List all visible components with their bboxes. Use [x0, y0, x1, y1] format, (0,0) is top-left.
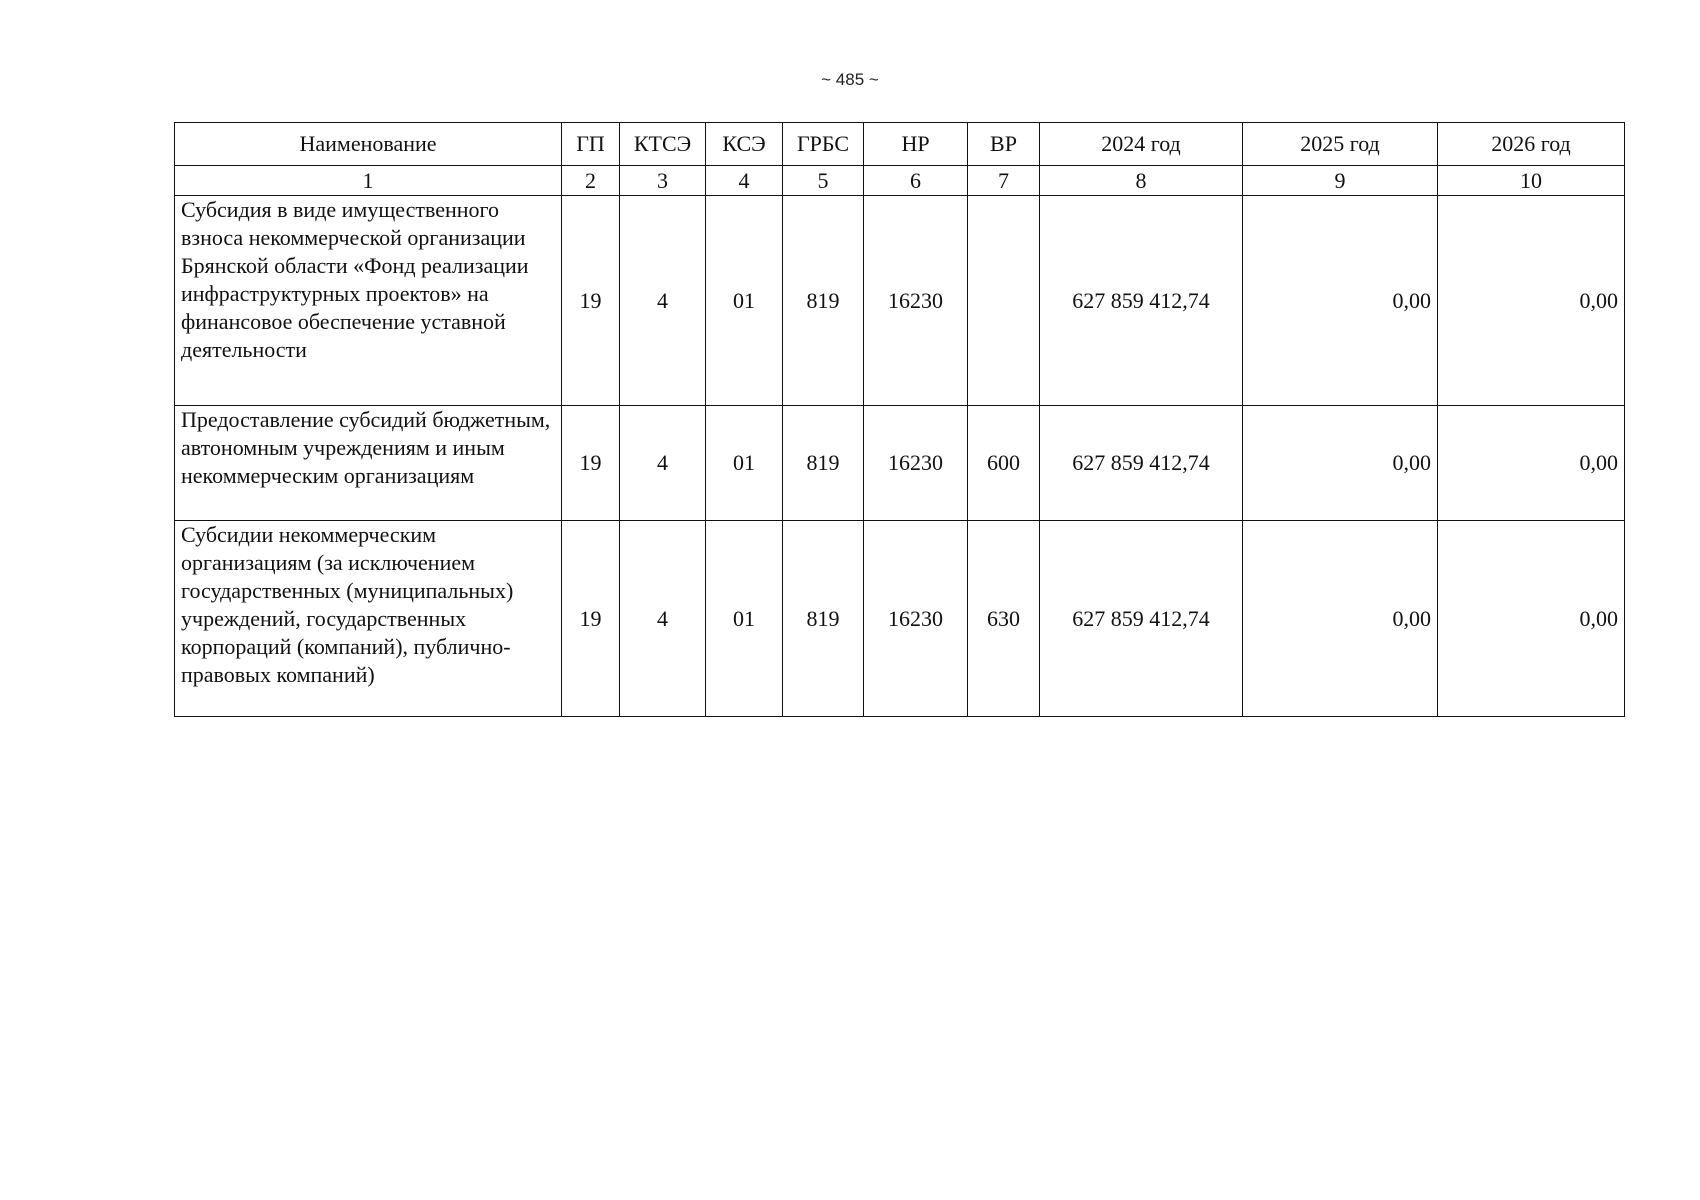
cell-ktse: 4	[620, 196, 706, 406]
cell-grbs: 819	[783, 406, 864, 521]
table-row	[175, 521, 1625, 717]
cell-grbs: 819	[783, 521, 864, 717]
cell-2025: 0,00	[1243, 406, 1438, 521]
header-2025: 2025 год	[1243, 123, 1438, 166]
cell-kse: 01	[706, 196, 783, 406]
column-number-row	[175, 166, 1625, 196]
column-number: 10	[1438, 166, 1625, 196]
header-kse: КСЭ	[706, 123, 783, 166]
cell-2025: 0,00	[1243, 521, 1438, 717]
cell-2026: 0,00	[1438, 521, 1625, 717]
cell-nr: 16230	[864, 521, 968, 717]
column-number: 1	[175, 166, 562, 196]
column-number: 3	[620, 166, 706, 196]
header-nr: НР	[864, 123, 968, 166]
column-number: 8	[1040, 166, 1243, 196]
header-gp: ГП	[562, 123, 620, 166]
cell-2024: 627 859 412,74	[1040, 521, 1243, 717]
column-number: 7	[968, 166, 1040, 196]
cell-kse: 01	[706, 406, 783, 521]
cell-vr: 600	[968, 406, 1040, 521]
cell-2026: 0,00	[1438, 406, 1625, 521]
cell-vr	[968, 196, 1040, 406]
cell-ktse: 4	[620, 521, 706, 717]
row-name: Субсидия в виде имущественного взноса некоммерческой организации Брянской области «Фонд реализации инфраструктурных проектов» на финансовое обеспечение уставной деятельности	[175, 196, 562, 406]
header-grbs: ГРБС	[783, 123, 864, 166]
header-2024: 2024 год	[1040, 123, 1243, 166]
cell-2024: 627 859 412,74	[1040, 196, 1243, 406]
page-number: ~ 485 ~	[821, 70, 879, 89]
row-name: Субсидии некоммерческим организациям (за исключением государственных (муниципальных) учреждений, государственных корпораций (компаний), публично-правовых компаний)	[175, 521, 562, 717]
cell-nr: 16230	[864, 196, 968, 406]
cell-ktse: 4	[620, 406, 706, 521]
cell-gp: 19	[562, 406, 620, 521]
table-row	[175, 196, 1625, 406]
header-ktse: КТСЭ	[620, 123, 706, 166]
cell-nr: 16230	[864, 406, 968, 521]
column-number: 9	[1243, 166, 1438, 196]
header-name: Наименование	[175, 123, 562, 166]
column-number: 5	[783, 166, 864, 196]
cell-gp: 19	[562, 196, 620, 406]
cell-grbs: 819	[783, 196, 864, 406]
table-row	[175, 406, 1625, 521]
cell-2026: 0,00	[1438, 196, 1625, 406]
row-name: Предоставление субсидий бюджетным, автономным учреждениям и иным некоммерческим организациям	[175, 406, 562, 521]
cell-kse: 01	[706, 521, 783, 717]
column-number: 4	[706, 166, 783, 196]
header-row	[175, 123, 1625, 166]
cell-2024: 627 859 412,74	[1040, 406, 1243, 521]
budget-table	[174, 122, 1625, 717]
header-vr: ВР	[968, 123, 1040, 166]
cell-2025: 0,00	[1243, 196, 1438, 406]
column-number: 2	[562, 166, 620, 196]
header-2026: 2026 год	[1438, 123, 1625, 166]
cell-gp: 19	[562, 521, 620, 717]
column-number: 6	[864, 166, 968, 196]
cell-vr: 630	[968, 521, 1040, 717]
